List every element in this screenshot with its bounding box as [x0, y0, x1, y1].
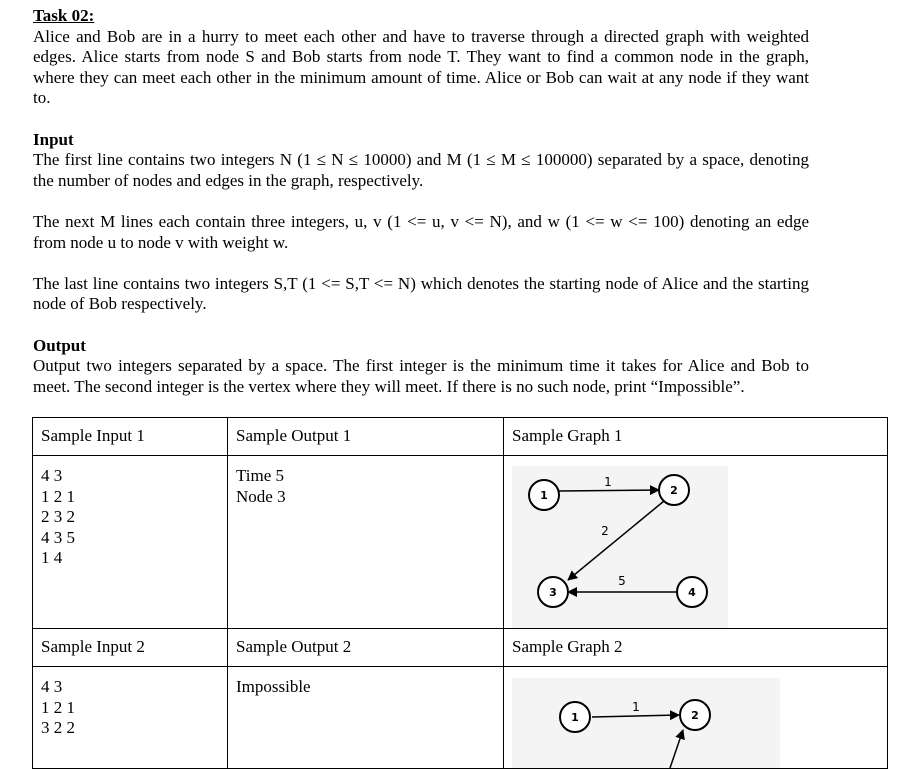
- graph2-edge-3-2: [670, 730, 683, 768]
- graph2-node-1: [560, 702, 590, 732]
- graph1-weight-2-3: 2: [601, 524, 609, 538]
- sample-graph-1: [512, 466, 728, 628]
- graph1-edge-1-2: [559, 490, 659, 491]
- task-description: Alice and Bob are in a hurry to meet each other and have to traverse through a directed graph with weighted edges. Alice starts from node S and Bob starts from node T. They want to find a common node in the graph, where they can meet each other in the minimum amount of time. Alice or Bob can wait at any node if they want to.: [33, 26, 809, 108]
- sample-output-1-line: Time 5: [236, 466, 285, 485]
- graph1-node-4: [677, 577, 707, 607]
- sample-output-1-line: Node 3: [236, 486, 286, 506]
- sample-1-header-row: [33, 418, 888, 456]
- sample-input-2-header: Sample Input 2: [33, 629, 228, 667]
- sample-output-2-cell: [228, 667, 504, 769]
- graph1-edge-2-3: [568, 501, 664, 580]
- output-paragraph: Output two integers separated by a space. The first integer is the minimum time it takes for Alice and Bob to meet. The second integer is the vertex where they will meet. If there is no such node, print “Impossible”.: [33, 356, 809, 396]
- sample-input-2-line: 1 2 1: [41, 697, 75, 717]
- sample-input-2-line: 3 2 2: [41, 718, 75, 738]
- input-heading: Input: [33, 129, 74, 149]
- sample-output-1-header: Sample Output 1: [228, 418, 504, 456]
- sample-output-2-line: Impossible: [236, 677, 311, 696]
- sample-graph-1-cell: [504, 456, 888, 629]
- sample-input-1-line: 1 4: [41, 548, 63, 568]
- sample-2-header-row: [33, 629, 888, 667]
- graph1-node-1: [529, 480, 559, 510]
- input-paragraph-1: The first line contains two integers N (1 ≤ N ≤ 10000) and M (1 ≤ M ≤ 100000) separated by a space, denoting the number of nodes and edges in the graph, respectively.: [33, 150, 809, 190]
- graph1-node-2: [659, 475, 689, 505]
- sample-input-1-line: 1 2 1: [41, 486, 75, 506]
- sample-graph-2: [512, 678, 780, 768]
- sample-graph-2-header: Sample Graph 2: [504, 629, 888, 667]
- svg-text:4: 4: [688, 586, 696, 599]
- svg-text:1: 1: [571, 711, 579, 724]
- graph1-weight-4-3: 5: [618, 574, 626, 588]
- input-paragraph-3: The last line contains two integers S,T (1 <= S,T <= N) which denotes the starting node of Alice and the starting node of Bob respectively.: [33, 273, 809, 314]
- graph1-node-3: [538, 577, 568, 607]
- sample-input-1-line: 4 3: [41, 466, 63, 485]
- sample-input-2-cell: [33, 667, 228, 769]
- graph2-node-2: [680, 700, 710, 730]
- sample-1-body-row: [33, 456, 888, 629]
- sample-input-1-line: 2 3 2: [41, 507, 75, 527]
- sample-output-1-cell: [228, 456, 504, 629]
- svg-text:3: 3: [549, 586, 557, 599]
- svg-text:2: 2: [691, 709, 699, 722]
- svg-text:1: 1: [540, 489, 548, 502]
- task-title: Task 02:: [33, 6, 95, 25]
- input-paragraph-2: The next M lines each contain three integers, u, v (1 <= u, v <= N), and w (1 <= w <= 100) denoting an edge from node u to node v with weight w.: [33, 211, 809, 252]
- sample-input-2-line: 4 3: [41, 677, 63, 696]
- sample-output-2-header: Sample Output 2: [228, 629, 504, 667]
- sample-2-body-row: [33, 667, 888, 769]
- sample-graph-2-cell: [504, 667, 888, 769]
- sample-input-1-header: Sample Input 1: [33, 418, 228, 456]
- sample-graph-1-header: Sample Graph 1: [504, 418, 888, 456]
- graph1-weight-1-2: 1: [604, 475, 612, 489]
- task-document: [33, 6, 809, 397]
- graph2-weight-1-2: 1: [632, 700, 640, 714]
- sample-input-1-line: 4 3 5: [41, 527, 75, 547]
- sample-input-1-cell: [33, 456, 228, 629]
- samples-table: [32, 417, 888, 769]
- svg-text:2: 2: [670, 484, 678, 497]
- output-heading: Output: [33, 335, 86, 355]
- graph2-edge-1-2: [592, 715, 679, 717]
